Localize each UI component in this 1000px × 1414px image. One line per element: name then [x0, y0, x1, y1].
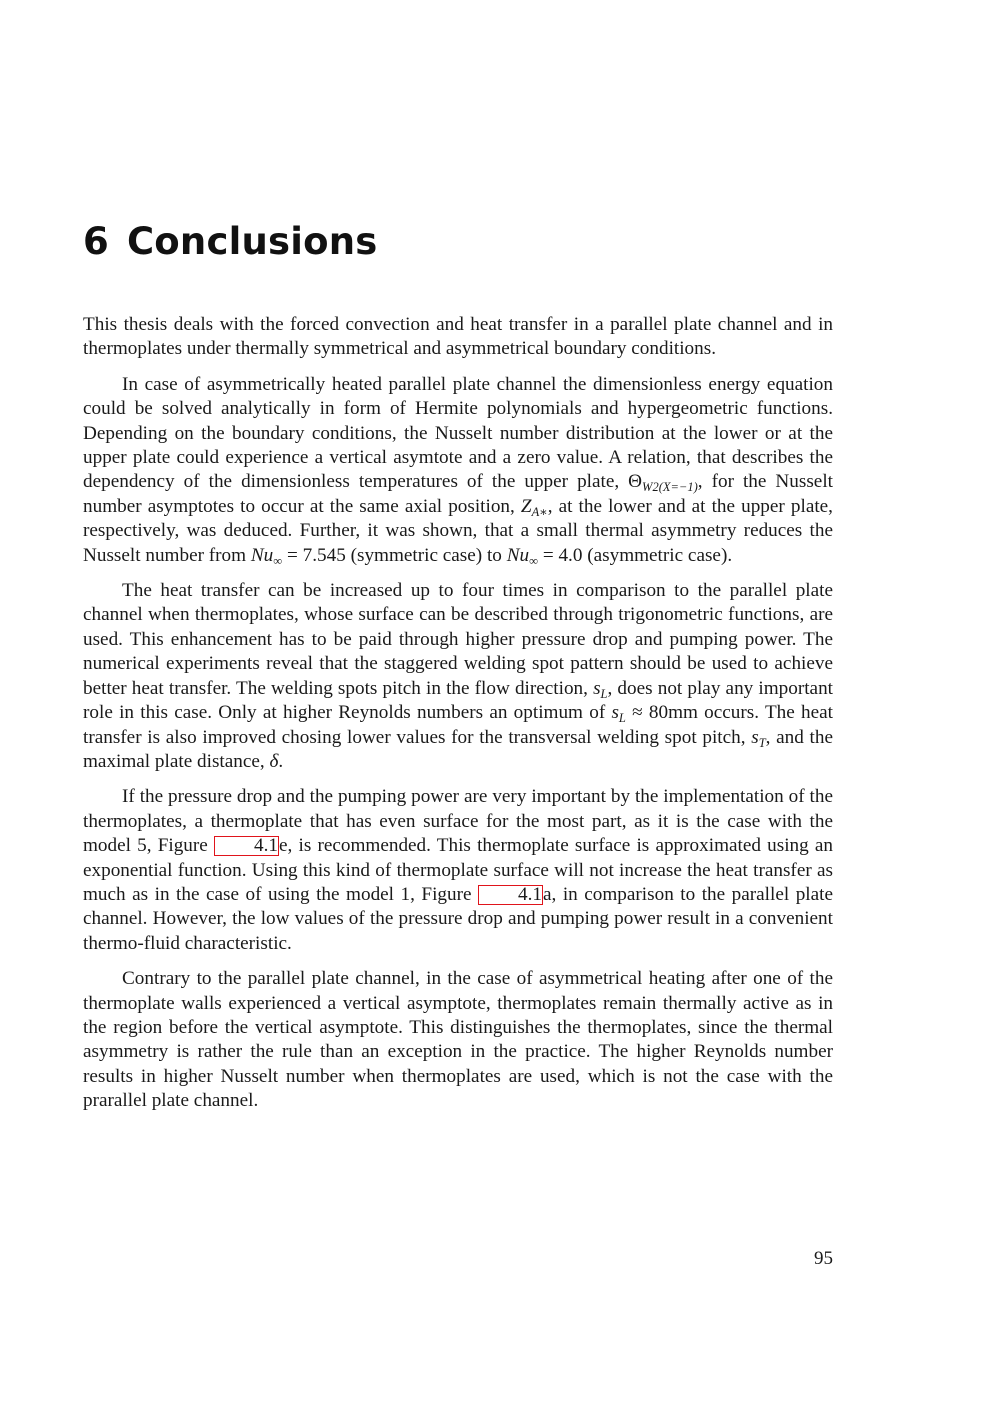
chapter-number: 6 — [83, 220, 109, 263]
sl-subscript: L — [618, 711, 626, 726]
s-letter: s — [611, 702, 619, 724]
chapter-title: Conclusions — [126, 220, 378, 263]
z-symbol — [521, 496, 548, 517]
body-text — [83, 313, 833, 1125]
nusselt-subscript: ∞ — [529, 553, 539, 568]
page-number: 95 — [814, 1248, 833, 1269]
theta-letter: Θ — [628, 471, 643, 493]
z-letter: Z — [520, 495, 532, 517]
text-run: The heat transfer can be increased up to four times in comparison to the parallel plate channel when thermoplates, whose surface can be described through trigonometric functions, are used. This enhancement has to be paid through higher pressure drop and pumping power. The numerical experiments reveal that the staggered welding spot pattern should be used to achieve better heat transfer. The welding spots pitch in the flow direction, — [83, 580, 833, 699]
paragraph-pressure-drop — [83, 785, 833, 956]
delta-symbol: δ — [269, 750, 279, 772]
nusselt-letters: Nu — [250, 544, 274, 566]
s-letter: s — [593, 677, 601, 699]
paragraph-parallel-plate-results — [83, 373, 833, 568]
sl-subscript: L — [600, 686, 608, 701]
sl-symbol — [593, 678, 607, 699]
text-run: In case of asymmetrically heated parallel plate channel the dimensionless energy equation could be solved analytically in form of Hermite polynomials and hypergeometric functions. Depending on the boundary conditions, the Nusselt number distribution at the lower or at the upper plate could experience a vertical asymtote and a zero value. A relation, that describes the dependency of the dimensionless temperatures of the upper plate, — [83, 373, 833, 493]
text-run: . — [278, 750, 284, 772]
st-symbol — [751, 727, 765, 748]
figure-reference-link[interactable]: 4.1 — [214, 836, 279, 856]
theta-symbol — [628, 471, 698, 495]
figure-subpanel-letter: e — [278, 835, 288, 857]
paragraph-thermoplate-heat-transfer — [83, 579, 833, 774]
figure-subpanel-letter: a — [543, 883, 552, 905]
text-run: , and the maximal plate distance, — [83, 726, 833, 772]
text-run: = 7.545 (symmetric case) to — [282, 544, 507, 566]
figure-reference-link[interactable]: 4.1 — [478, 885, 543, 905]
text-run: , does not play any important role in this case. Only at higher Reynolds numbers an optimum of — [83, 677, 833, 724]
text-run: , is recommended. This thermoplate surface is approximated using an exponential function. Using this kind of thermoplate surface will not increase the heat transfer as much as in the case of using the model 1, Figure — [83, 835, 833, 905]
nusselt-symbol — [507, 545, 538, 566]
text-run: , at the lower and at the upper plate, respectively, was deduced. Further, it was shown, that a small thermal asymmetry reduces the Nusselt number from — [83, 495, 833, 566]
paragraph-asymmetric-heating: Contrary to the parallel plate channel, in the case of asymmetrical heating after one of the thermoplate walls experienced a vertical asymptote, thermoplates remain thermally active as in the region before the vertical asymptote. This distinguishes the thermoplates, since the thermal asymmetry is rather the rule than an exception in the practice. The higher Reynolds number results in higher Nusselt number when thermoplates are used, which is not the case with the prarallel plate channel. — [83, 968, 833, 1112]
text-run: ≈ 80mm occurs. The heat transfer is also improved chosing lower values for the transversal welding spot pitch, — [83, 702, 833, 748]
chapter-heading — [83, 214, 378, 270]
text-run: , in comparison to the parallel plate channel. However, the low values of the pressure drop and pumping power result in a convenient thermo-fluid characteristic. — [83, 883, 833, 954]
st-subscript: T — [758, 735, 766, 750]
theta-subscript: W2(X=−1) — [642, 480, 698, 495]
sl-symbol — [611, 702, 626, 726]
nusselt-symbol — [251, 545, 282, 566]
text-run: If the pressure drop and the pumping power are very important by the implementation of the thermoplates, a thermoplate that has even surface for the most part, as it is the case with the model 5, Figure — [83, 786, 833, 857]
nusselt-subscript: ∞ — [273, 553, 283, 568]
z-subscript: A∗ — [531, 504, 548, 519]
nusselt-letters: Nu — [506, 544, 530, 566]
paragraph-intro: This thesis deals with the forced convection and heat transfer in a parallel plate channel and in thermoplates under thermally symmetrical and asymmetrical boundary conditions. — [83, 314, 833, 360]
text-run: = 4.0 (asymmetric case). — [538, 544, 733, 566]
text-run: , for the Nusselt number asymptotes to occur at the same axial position, — [83, 471, 833, 517]
s-letter: s — [751, 726, 759, 748]
